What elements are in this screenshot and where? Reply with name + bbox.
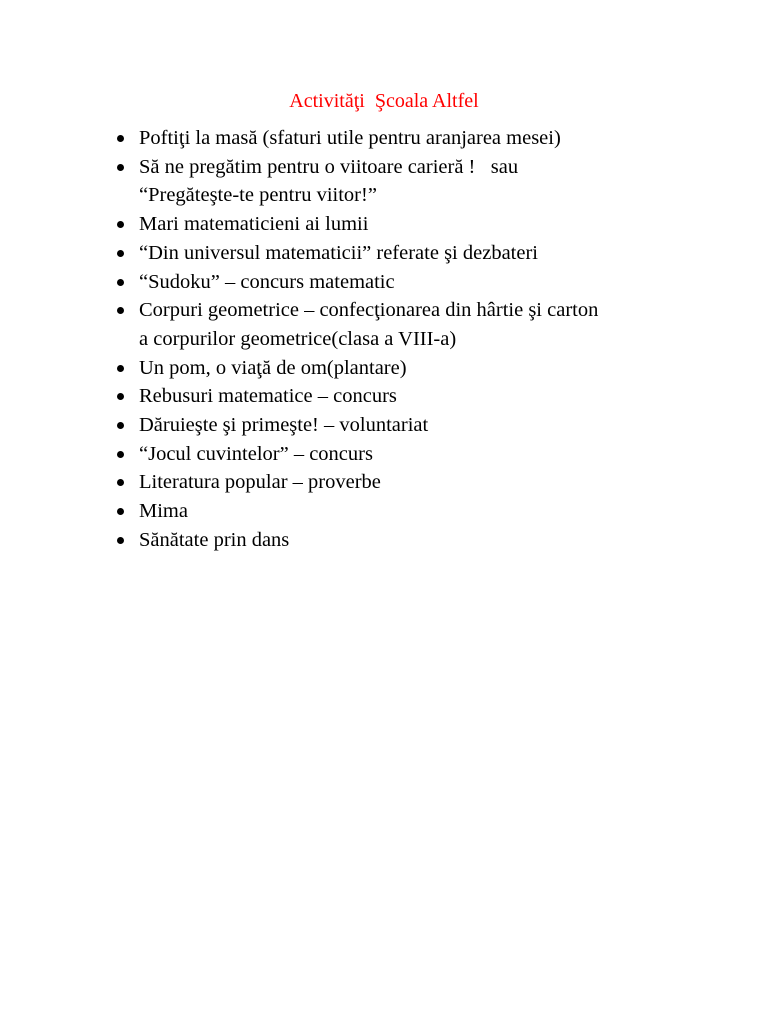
list-item <box>114 124 598 153</box>
bullet-icon <box>117 537 124 544</box>
list-item <box>114 497 598 526</box>
list-item-text: Sănătate prin dans <box>139 528 290 551</box>
list-item-text: Mima <box>139 500 188 523</box>
list-item-text: Rebusuri matematice – concurs <box>139 385 397 408</box>
bullet-icon <box>117 221 124 228</box>
list-item-text: “Din universul matematicii” referate şi dezbateri <box>139 241 538 264</box>
list-item <box>114 210 598 239</box>
list-item <box>114 153 598 210</box>
bullet-icon <box>117 135 124 142</box>
list-item <box>114 354 598 383</box>
list-item <box>114 268 598 297</box>
list-item-text: “Sudoku” – concurs matematic <box>139 270 395 293</box>
list-item <box>114 296 598 353</box>
bullet-icon <box>117 365 124 372</box>
list-item-text-continued: a corpurilor geometrice(clasa a VIII-a) <box>139 327 457 350</box>
bullet-icon <box>117 307 124 314</box>
activity-list <box>114 124 598 555</box>
list-item <box>114 526 598 555</box>
list-item-text: Să ne pregătim pentru o viitoare carieră ! sau <box>139 155 519 178</box>
bullet-icon <box>117 422 124 429</box>
list-item <box>114 411 598 440</box>
list-item-text: Poftiţi la masă (sfaturi utile pentru aranjarea mesei) <box>139 127 561 149</box>
bullet-icon <box>117 508 124 515</box>
bullet-icon <box>117 279 124 286</box>
list-item-text: Literatura popular – proverbe <box>139 471 381 494</box>
bullet-icon <box>117 164 124 171</box>
list-item-text: Corpuri geometrice – confecţionarea din hârtie şi carton <box>139 299 599 322</box>
list-item <box>114 239 598 268</box>
list-item-text: Dăruieşte şi primeşte! – voluntariat <box>139 414 429 437</box>
list-item-text-continued: “Pregăteşte-te pentru viitor!” <box>139 184 377 207</box>
bullet-icon <box>117 393 124 400</box>
list-item <box>114 468 598 497</box>
bullet-icon <box>117 479 124 486</box>
list-item-text: “Jocul cuvintelor” – concurs <box>139 442 373 465</box>
list-item-text: Un pom, o viaţă de om(plantare) <box>139 356 407 379</box>
bullet-icon <box>117 451 124 458</box>
list-item <box>114 440 598 469</box>
page-title: Activităţi Şcoala Altfel <box>289 90 479 112</box>
list-item-text: Mari matematicieni ai lumii <box>139 213 369 236</box>
bullet-icon <box>117 250 124 257</box>
list-item <box>114 382 598 411</box>
